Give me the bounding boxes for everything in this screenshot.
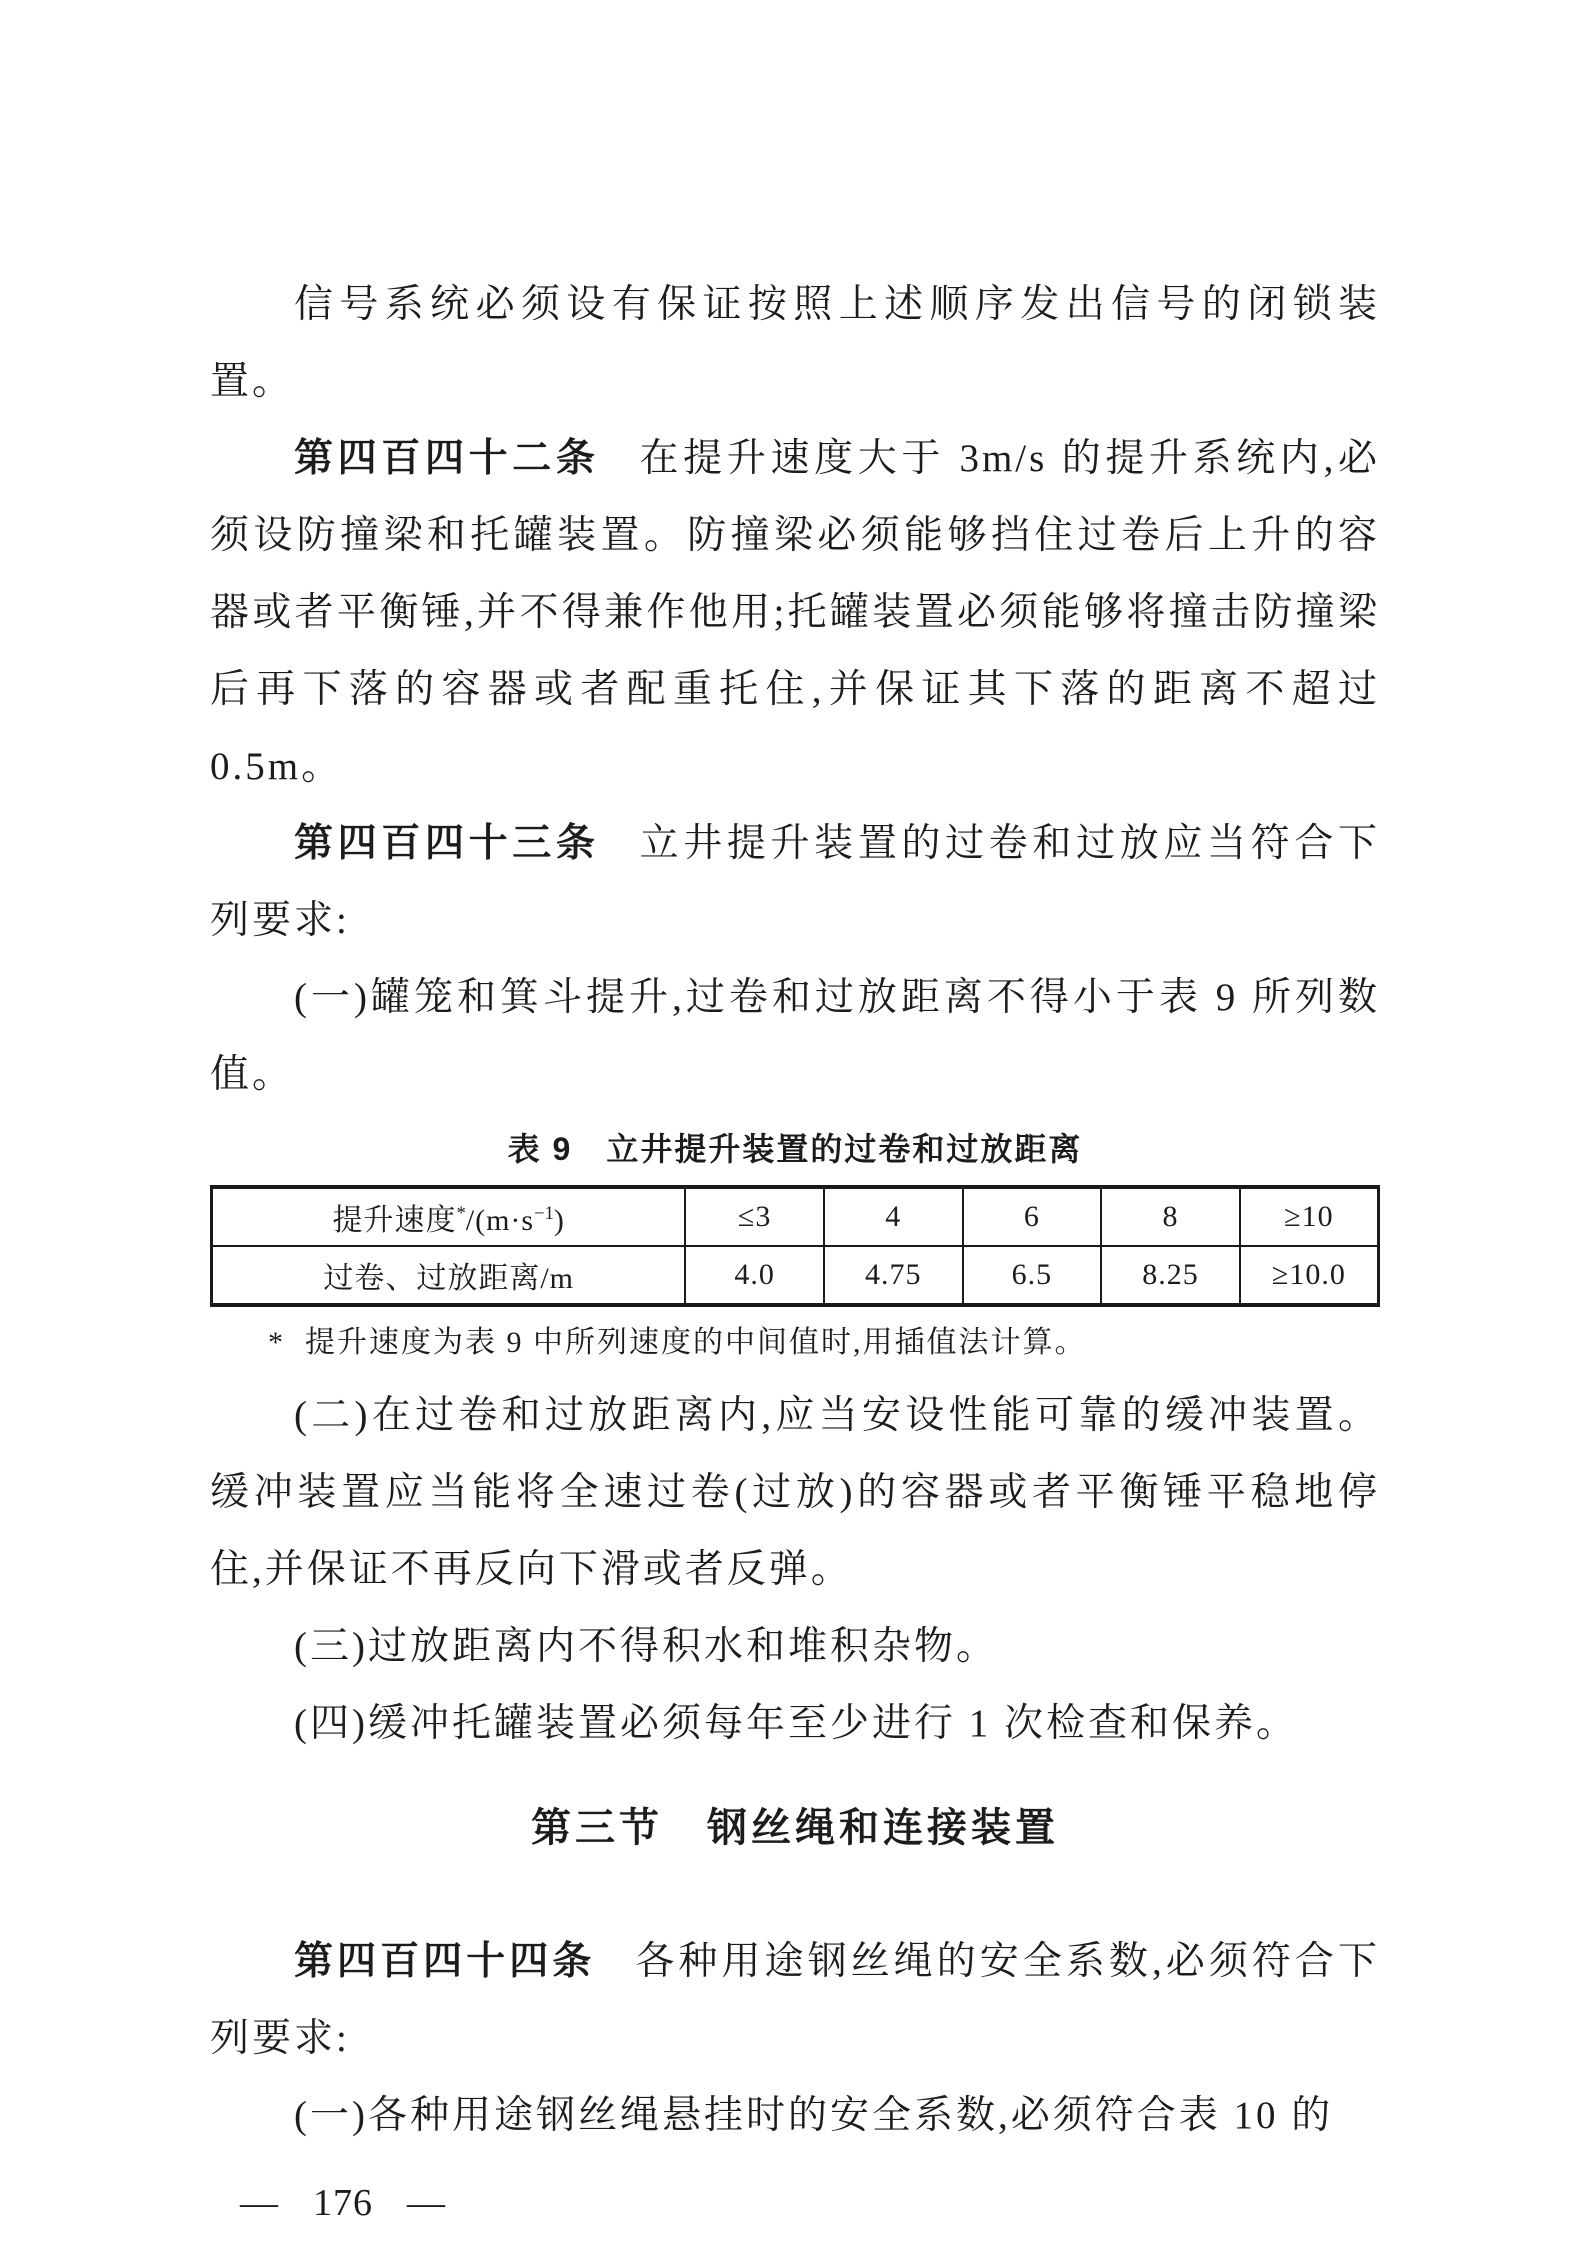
- speed-label-close-paren: ): [553, 1204, 565, 1237]
- table-9-footnote: [210, 1323, 1380, 1363]
- article-442-number: 第四百四十二条: [294, 437, 600, 480]
- paragraph-article-443: [210, 805, 1380, 959]
- article-443-text: 立井提升装置的过卷和过放应当符合下列要求:: [210, 822, 1380, 942]
- table-cell-distance-1: 4.0: [685, 1246, 824, 1305]
- table-cell-speed-3: 6: [963, 1187, 1102, 1246]
- speed-label-exponent: −1: [534, 1203, 554, 1224]
- speed-label-unit: /(m·s: [465, 1204, 535, 1237]
- page-number: 176: [313, 2182, 373, 2224]
- table-cell-distance-4: 8.25: [1101, 1246, 1240, 1305]
- paragraph-item-2: (二)在过卷和过放距离内,应当安设性能可靠的缓冲装置。缓冲装置应当能将全速过卷(过放)的容器或者平衡锤平稳地停住,并保证不再反向下滑或者反弹。: [210, 1394, 1380, 1591]
- table-cell-speed-4: 8: [1101, 1187, 1240, 1246]
- footer-dash-right: —: [407, 2182, 446, 2224]
- paragraph-item-1: (一)罐笼和箕斗提升,过卷和过放距离不得小于表 9 所列数值。: [210, 976, 1380, 1096]
- speed-label-base: 提升速度: [332, 1204, 457, 1237]
- table-9-title: 表 9 立井提升装置的过卷和过放距离: [507, 1131, 1083, 1167]
- table-cell-distance-label: 过卷、过放距离/m: [212, 1246, 686, 1305]
- table-9: [210, 1185, 1380, 1307]
- table-cell-speed-1: ≤3: [685, 1187, 824, 1246]
- footnote-text: 提升速度为表 9 中所列速度的中间值时,用插值法计算。: [305, 1326, 1087, 1359]
- table-cell-speed-5: ≥10: [1240, 1187, 1379, 1246]
- paragraph-signal-interlock: 信号系统必须设有保证按照上述顺序发出信号的闭锁装置。: [210, 283, 1380, 403]
- table-cell-distance-3: 6.5: [963, 1246, 1102, 1305]
- table-cell-distance-5: ≥10.0: [1240, 1246, 1379, 1305]
- footnote-marker: *: [268, 1326, 285, 1359]
- paragraph-article-442: [210, 420, 1380, 805]
- article-444-number: 第四百四十四条: [294, 1940, 596, 1983]
- table-cell-speed-2: 4: [824, 1187, 963, 1246]
- speed-label-footnote-marker: *: [456, 1203, 466, 1224]
- footer-dash-left: —: [240, 2182, 279, 2224]
- table-cell-distance-2: 4.75: [824, 1246, 963, 1305]
- paragraph-item-4: (四)缓冲托罐装置必须每年至少进行 1 次检查和保养。: [294, 1702, 1298, 1745]
- section-3-heading: 第三节 钢丝绳和连接装置: [531, 1806, 1059, 1850]
- paragraph-article-444: [210, 1923, 1380, 2077]
- article-444-text: 各种用途钢丝绳的安全系数,必须符合下列要求:: [210, 1940, 1380, 2060]
- table-cell-speed-label: [212, 1187, 686, 1246]
- table-row-speed: [212, 1187, 1379, 1246]
- article-442-text: 在提升速度大于 3m/s 的提升系统内,必须设防撞梁和托罐装置。防撞梁必须能够挡住过卷后上升的容器或者平衡锤,并不得兼作他用;托罐装置必须能够将撞击防撞梁后再下落的容器或者配重托住,并保证其下落的距离不超过 0.5m。: [210, 437, 1380, 788]
- page-content: [210, 0, 1380, 2228]
- paragraph-item-3: (三)过放距离内不得积水和堆积杂物。: [294, 1625, 998, 1668]
- page-footer: [210, 2178, 1380, 2228]
- paragraph-item-1-article-444: (一)各种用途钢丝绳悬挂时的安全系数,必须符合表 10 的: [294, 2094, 1334, 2137]
- table-row-distance: [212, 1246, 1379, 1305]
- article-443-number: 第四百四十三条: [294, 822, 600, 865]
